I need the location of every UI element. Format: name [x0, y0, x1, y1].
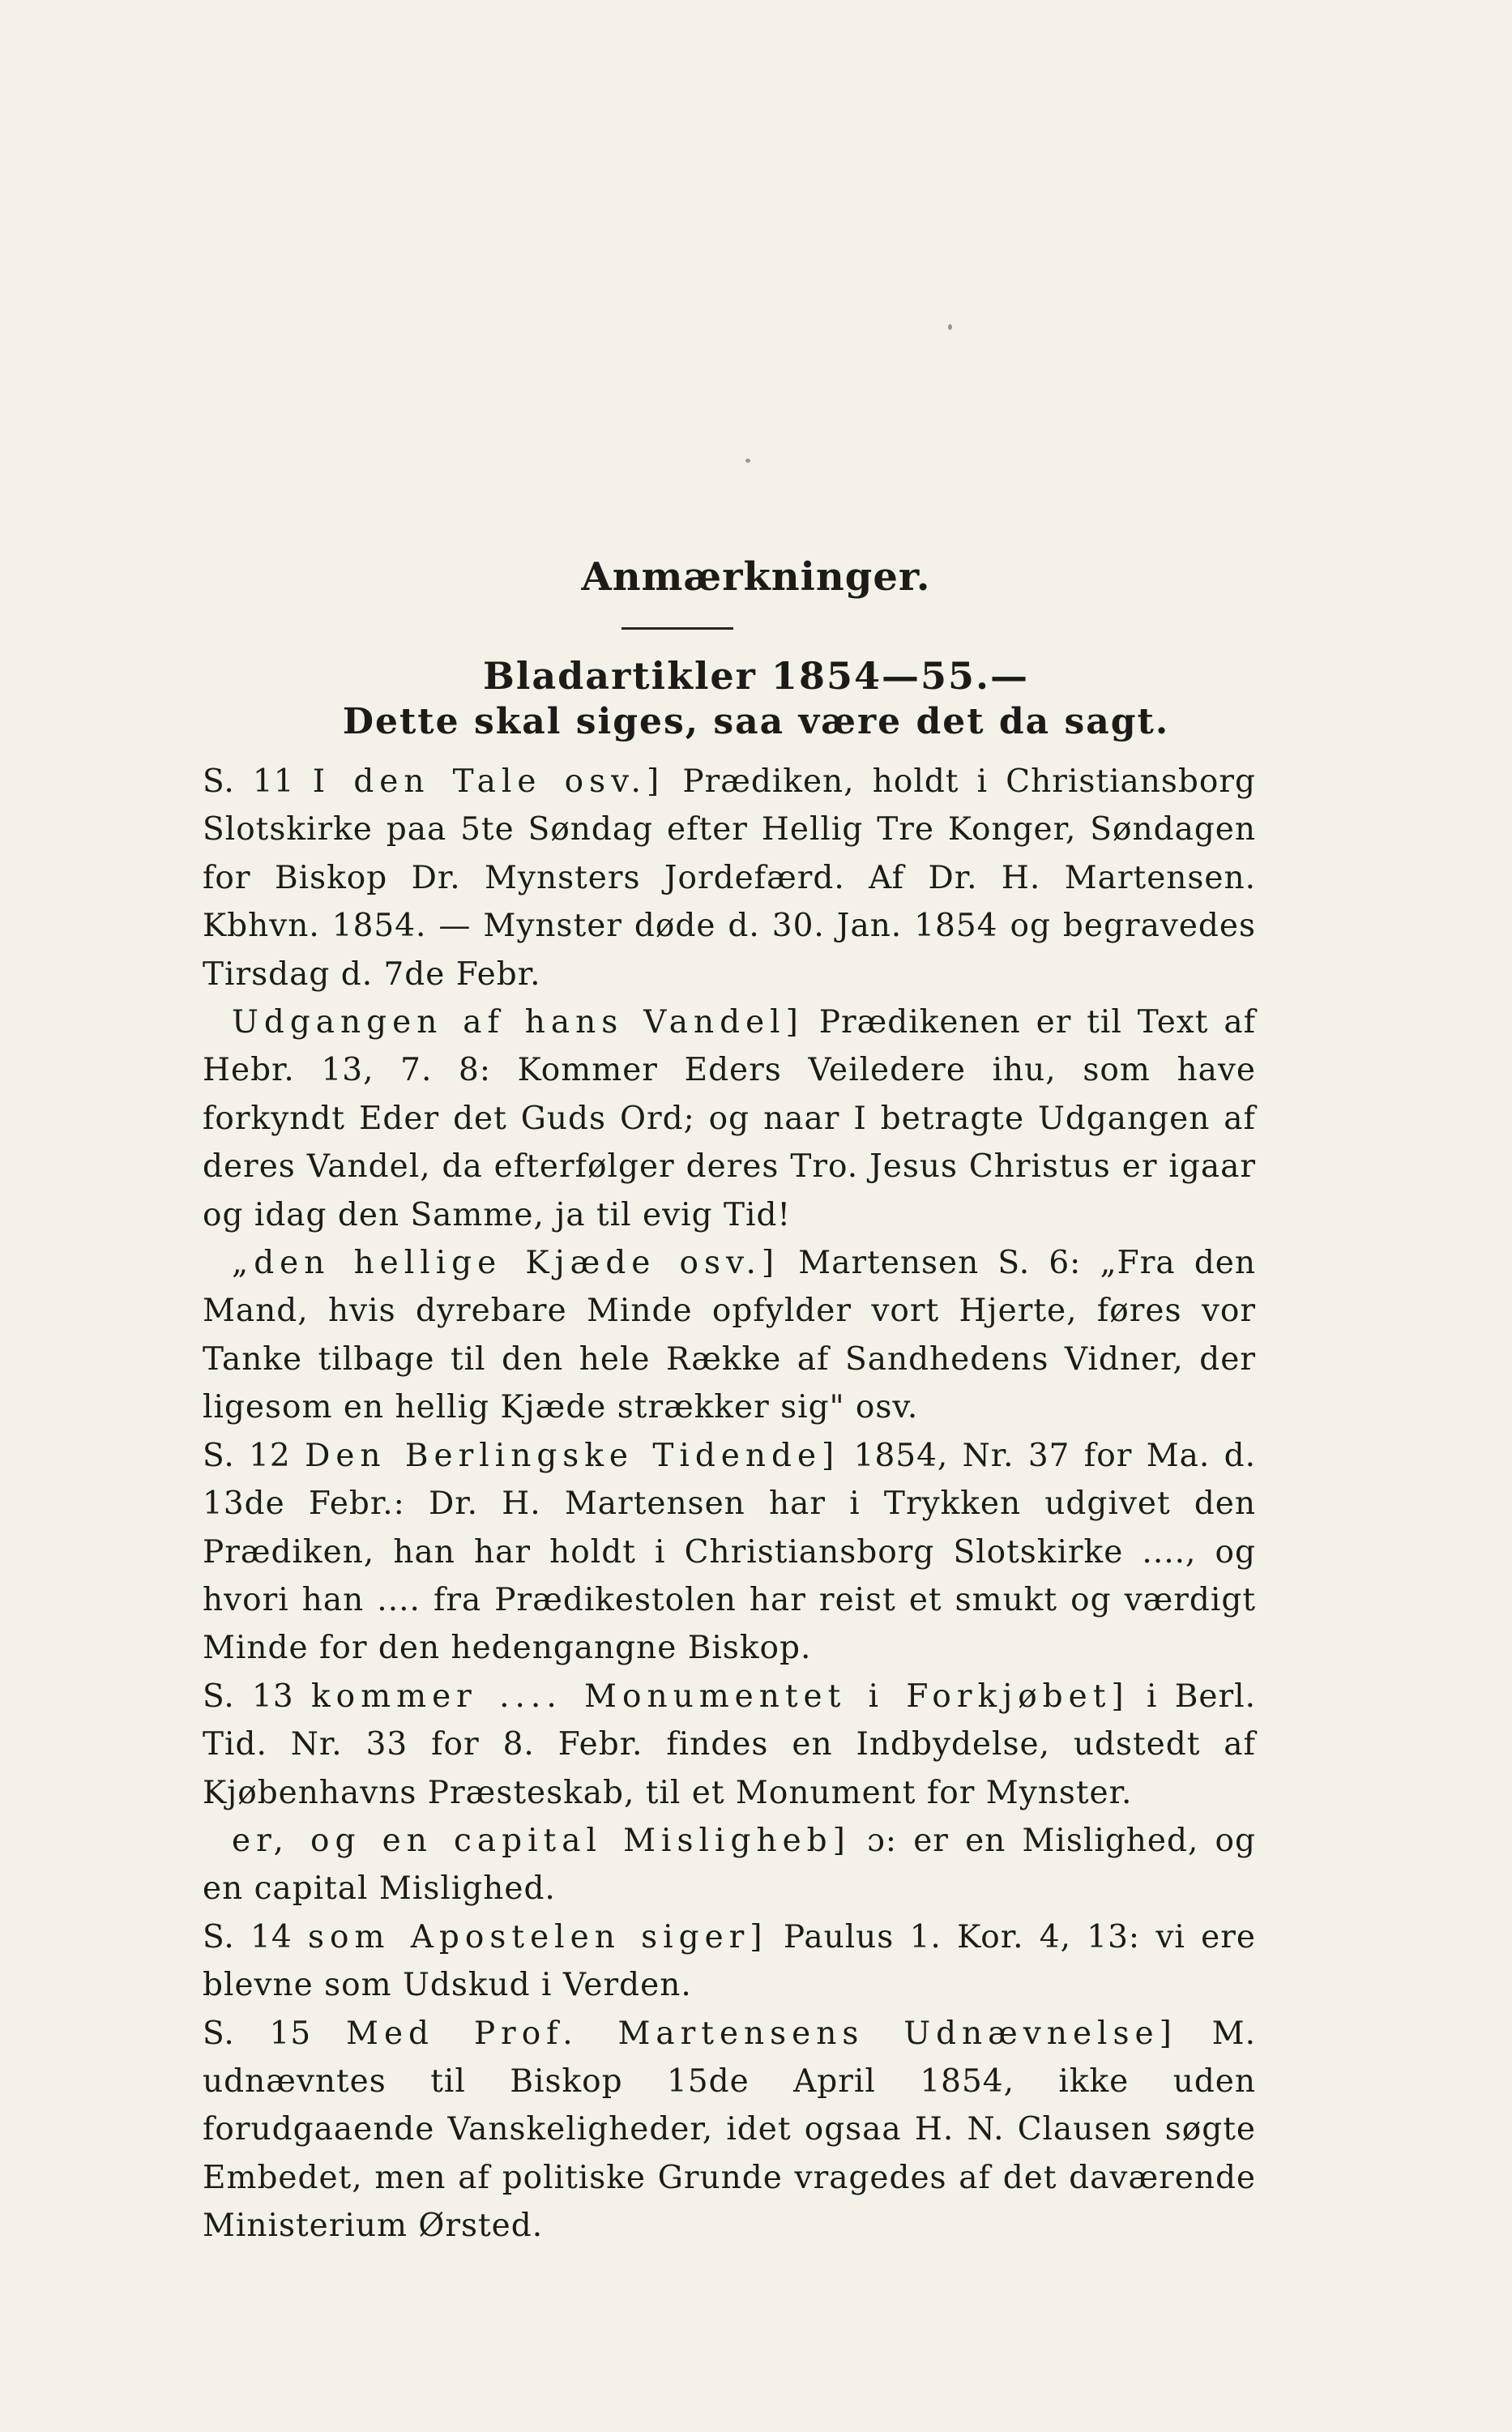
note-lemma: Udgangen af hans Vandel]	[232, 1004, 804, 1041]
note-lemma: er, og en capital Misligheb]	[232, 1822, 851, 1859]
note-text: Prædiken, holdt i Christiansborg Slotskirke paa 5te Søndag efter Hellig Tre Konger, Søndagen for Biskop Dr. Mynsters Jordefærd. Af Dr. H. Martensen. Kbhvn. 1854. — Mynster døde d. 30. Jan. 1854 og begravedes Tirsdag d. 7de Febr.	[203, 763, 1256, 993]
note-lemma: Med Prof. Martensens Udnævnelse]	[346, 2015, 1177, 2052]
note-text: i Berl. Tid. Nr. 33 for 8. Febr. findes en Indbydelse, udstedt af Kjøbenhavns Præsteskab, til et Monument for Mynster.	[203, 1678, 1257, 1811]
title-rule	[621, 627, 733, 630]
note-lemma: I den Tale osv.]	[312, 763, 665, 800]
note-page-ref: S. 12	[203, 1437, 291, 1474]
note-text: 1854, Nr. 37 for Ma. d. 13de Febr.: Dr. H. Martensen har i Trykken udgivet den Prædiken, han har holdt i Christiansborg Slotskirke ...., og hvori han .... fra Prædikestolen har reist et smukt og værdigt Minde for den hedengangne Biskop.	[203, 1437, 1257, 1667]
note-text: M. udnævntes til Biskop 15de April 1854, ikke uden forudgaaende Vanskeligheder, idet ogsaa H. N. Clausen søgte Embedet, men af politiske Grunde vragedes af det daværende Ministerium Ørsted.	[203, 2015, 1256, 2245]
section-subheading: Dette skal siges, saa være det da sagt.	[342, 701, 1170, 742]
note-item	[203, 1239, 1256, 1432]
page-title: Anmærkninger.	[581, 554, 931, 600]
note-lemma: Den Berlingske Tidende]	[305, 1437, 840, 1474]
note-lemma: „den hellige Kjæde osv.]	[232, 1245, 780, 1282]
note-item	[203, 998, 1256, 1239]
note-page-ref: S. 15	[203, 2015, 312, 2052]
note-item	[203, 1817, 1256, 1913]
ink-speck	[745, 459, 750, 463]
note-text: ɔ: er en Mislighed, og en capital Mislighed.	[203, 1822, 1256, 1908]
note-item	[203, 1913, 1256, 2010]
note-page-ref: S. 14	[203, 1918, 293, 1955]
note-text: Prædikenen er til Text af Hebr. 13, 7. 8: Kommer Eders Veiledere ihu, som have forkyndt Eder det Guds Ord; og naar I betragte Udgangen af deres Vandel, da efterfølger deres Tro. Jesus Christus er igaar og idag den Samme, ja til evig Tid!	[203, 1004, 1257, 1233]
note-page-ref: S. 13	[203, 1678, 294, 1715]
note-text: Martensen S. 6: „Fra den Mand, hvis dyrebare Minde opfylder vort Hjerte, føres vor Tanke tilbage til den hele Række af Sandhedens Vidner, der ligesom en hellig Kjæde strækker sig" osv.	[203, 1245, 1256, 1426]
ink-speck	[948, 324, 952, 330]
note-item	[203, 1673, 1256, 1817]
note-item	[203, 758, 1256, 998]
note-page-ref: S. 11	[203, 763, 295, 800]
note-item	[203, 1432, 1256, 1673]
note-lemma: som Apostelen siger]	[307, 1918, 768, 1955]
note-item	[203, 2010, 1256, 2250]
section-heading: Bladartikler 1854—55.—	[482, 654, 1029, 698]
note-lemma: kommer .... Monumentet i Forkjøbet]	[311, 1678, 1130, 1715]
notes-list	[203, 758, 1256, 2250]
note-text: Paulus 1. Kor. 4, 13: vi ere blevne som Udskud i Verden.	[203, 1918, 1256, 2004]
